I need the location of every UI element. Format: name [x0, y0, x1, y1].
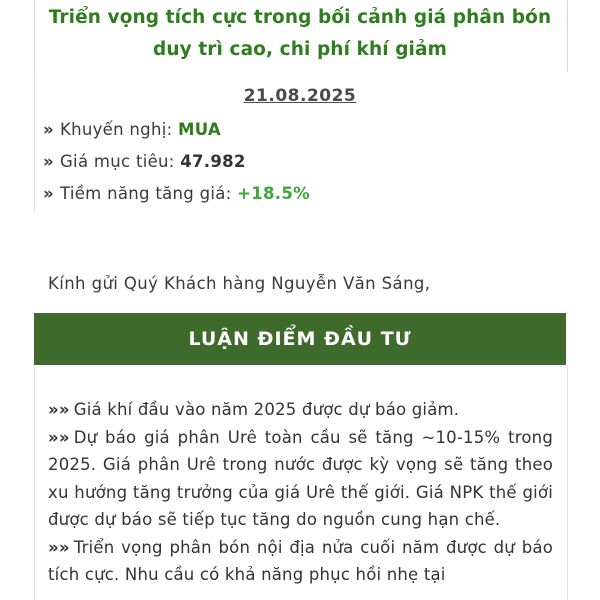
target-price-label: Giá mục tiêu: — [59, 152, 175, 171]
list-item — [48, 424, 553, 534]
headline-line-2: duy trì cao, chi phí khí giảm — [153, 39, 447, 60]
chevron-bullet-icon: » — [43, 184, 54, 203]
target-price-value: 47.982 — [180, 152, 246, 171]
double-chevron-icon: »» — [48, 427, 70, 447]
chevron-bullet-icon: » — [43, 120, 54, 139]
recommendation-row — [43, 120, 221, 139]
section-header-investment-thesis: LUẬN ĐIỂM ĐẦU TƯ — [34, 313, 566, 365]
list-item — [48, 534, 553, 589]
upside-row — [43, 184, 310, 203]
greeting-text: Kính gửi Quý Khách hàng Nguyễn Văn Sáng, — [48, 274, 431, 293]
upside-label: Tiềm năng tăng giá: — [59, 184, 232, 203]
investment-point-text: Giá khí đầu vào năm 2025 được dự báo giảm. — [73, 400, 460, 419]
report-headline — [34, 2, 566, 66]
recommendation-value: MUA — [178, 120, 221, 139]
investment-point-text: Triển vọng phân bón nội địa nửa cuối năm được dự báo tích cực. Nhu cầu có khả năng phục hồi nhẹ tại — [48, 537, 553, 584]
investment-points-list — [48, 396, 553, 589]
target-price-row — [43, 152, 246, 171]
chevron-bullet-icon: » — [43, 152, 54, 171]
list-item — [48, 396, 553, 424]
double-chevron-icon: »» — [48, 537, 70, 557]
recommendation-label: Khuyến nghị: — [59, 120, 173, 139]
upside-value: +18.5% — [237, 184, 310, 203]
double-chevron-icon: »» — [48, 400, 70, 419]
report-date: 21.08.2025 — [243, 86, 357, 106]
headline-line-1: Triển vọng tích cực trong bối cảnh giá phân bón — [48, 7, 552, 28]
investment-point-text: Dự báo giá phân Urê toàn cầu sẽ tăng ~10-15% trong 2025. Giá phân Urê trong nước được kỳ vọng sẽ tăng theo xu hướng tăng trưởng của giá Urê thế giới. Giá NPK thế giới được dự báo sẽ tiếp tục tăng do nguồn cung hạn chế. — [48, 427, 553, 529]
